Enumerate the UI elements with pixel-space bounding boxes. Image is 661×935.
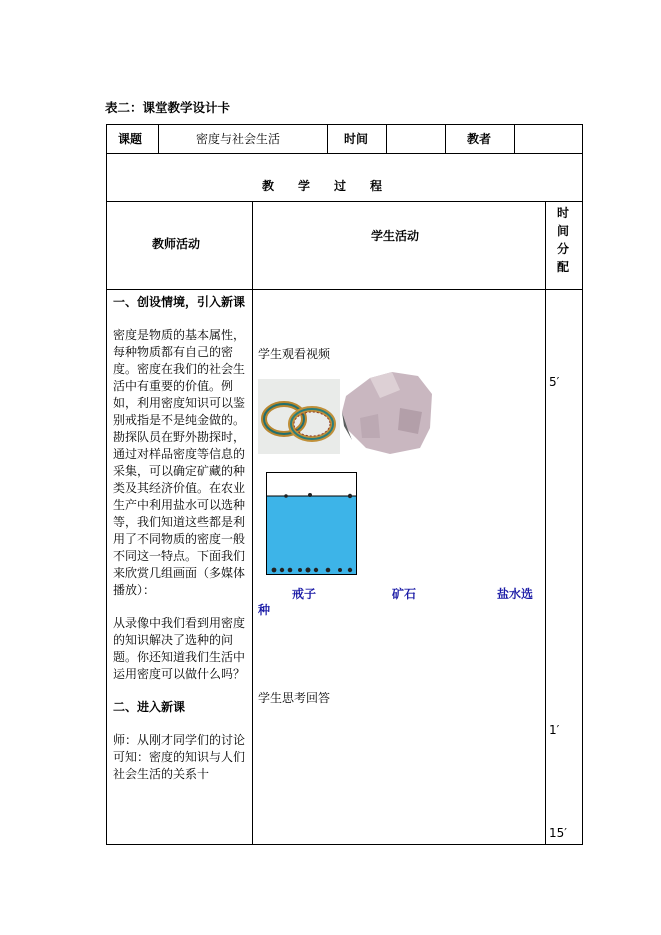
saltwater-beaker-image: [266, 472, 358, 576]
ore-image: [340, 368, 434, 456]
teacher-activity-header: 教师活动: [152, 237, 201, 251]
time-mark-1: 5′: [549, 375, 560, 389]
col-divider: [158, 124, 159, 154]
seed-caption-a: 盐水选: [497, 587, 534, 601]
section2-title: 二、进入新课: [113, 700, 186, 714]
time-label: 时间: [344, 132, 369, 146]
col-divider: [327, 124, 328, 154]
col-divider: [545, 201, 546, 845]
row-divider: [106, 201, 583, 202]
ring-icon: [258, 379, 340, 454]
student-activity-header: 学生活动: [371, 229, 420, 243]
col-divider: [514, 124, 515, 154]
teacher-paragraph-2: 从录像中我们看到用密度的知识解决了选种的问题。你还知道我们生活中运用密度可以做什么吗？: [113, 616, 246, 681]
col-divider: [445, 124, 446, 154]
col-divider: [252, 201, 253, 845]
table-caption: 表二：课堂教学设计卡: [105, 100, 231, 115]
col-divider: [386, 124, 387, 154]
ring-caption: 戒子: [292, 587, 317, 601]
teacher-activities: [113, 294, 248, 799]
teacher-paragraph-1: 密度是物质的基本属性，每种物质都有自己的密度。密度在我们的社会生活中有重要的价值。例如，利用密度知识可以鉴别戒指是不是纯金做的。勘探队员在野外勘探时，通过对样品密度等信息的采集，可以确定矿藏的种类及其经济价值。在农业生产中利用盐水可以选种等，我们知道这些都是利用了不同物质的密度一般不同这一特点。下面我们来欣赏几组画面（多媒体播放）：: [113, 328, 246, 597]
row-divider: [106, 289, 583, 290]
time-allocation-header: 时间分配: [556, 206, 569, 274]
topic-label: 课题: [118, 132, 143, 146]
time-mark-3: 15′: [549, 826, 567, 840]
process-title: 教 学 过 程: [262, 179, 383, 193]
ring-image: [258, 379, 340, 454]
student-watch-video: 学生观看视频: [258, 347, 331, 361]
row-divider: [106, 153, 583, 154]
student-think-answer: 学生思考回答: [258, 691, 331, 705]
section1-title: 一、创设情境，引入新课: [113, 295, 246, 309]
teacher-label: 教者: [467, 132, 492, 146]
ore-caption: 矿石: [392, 587, 417, 601]
teacher-paragraph-3: 师：从刚才同学们的讨论可知：密度的知识与人们社会生活的关系十: [113, 733, 246, 781]
beaker-icon: [266, 472, 358, 576]
time-mark-2: 1′: [549, 723, 560, 737]
seed-caption-b: 种: [258, 603, 271, 617]
ore-icon: [340, 368, 434, 456]
topic-value: 密度与社会生活: [196, 132, 281, 146]
